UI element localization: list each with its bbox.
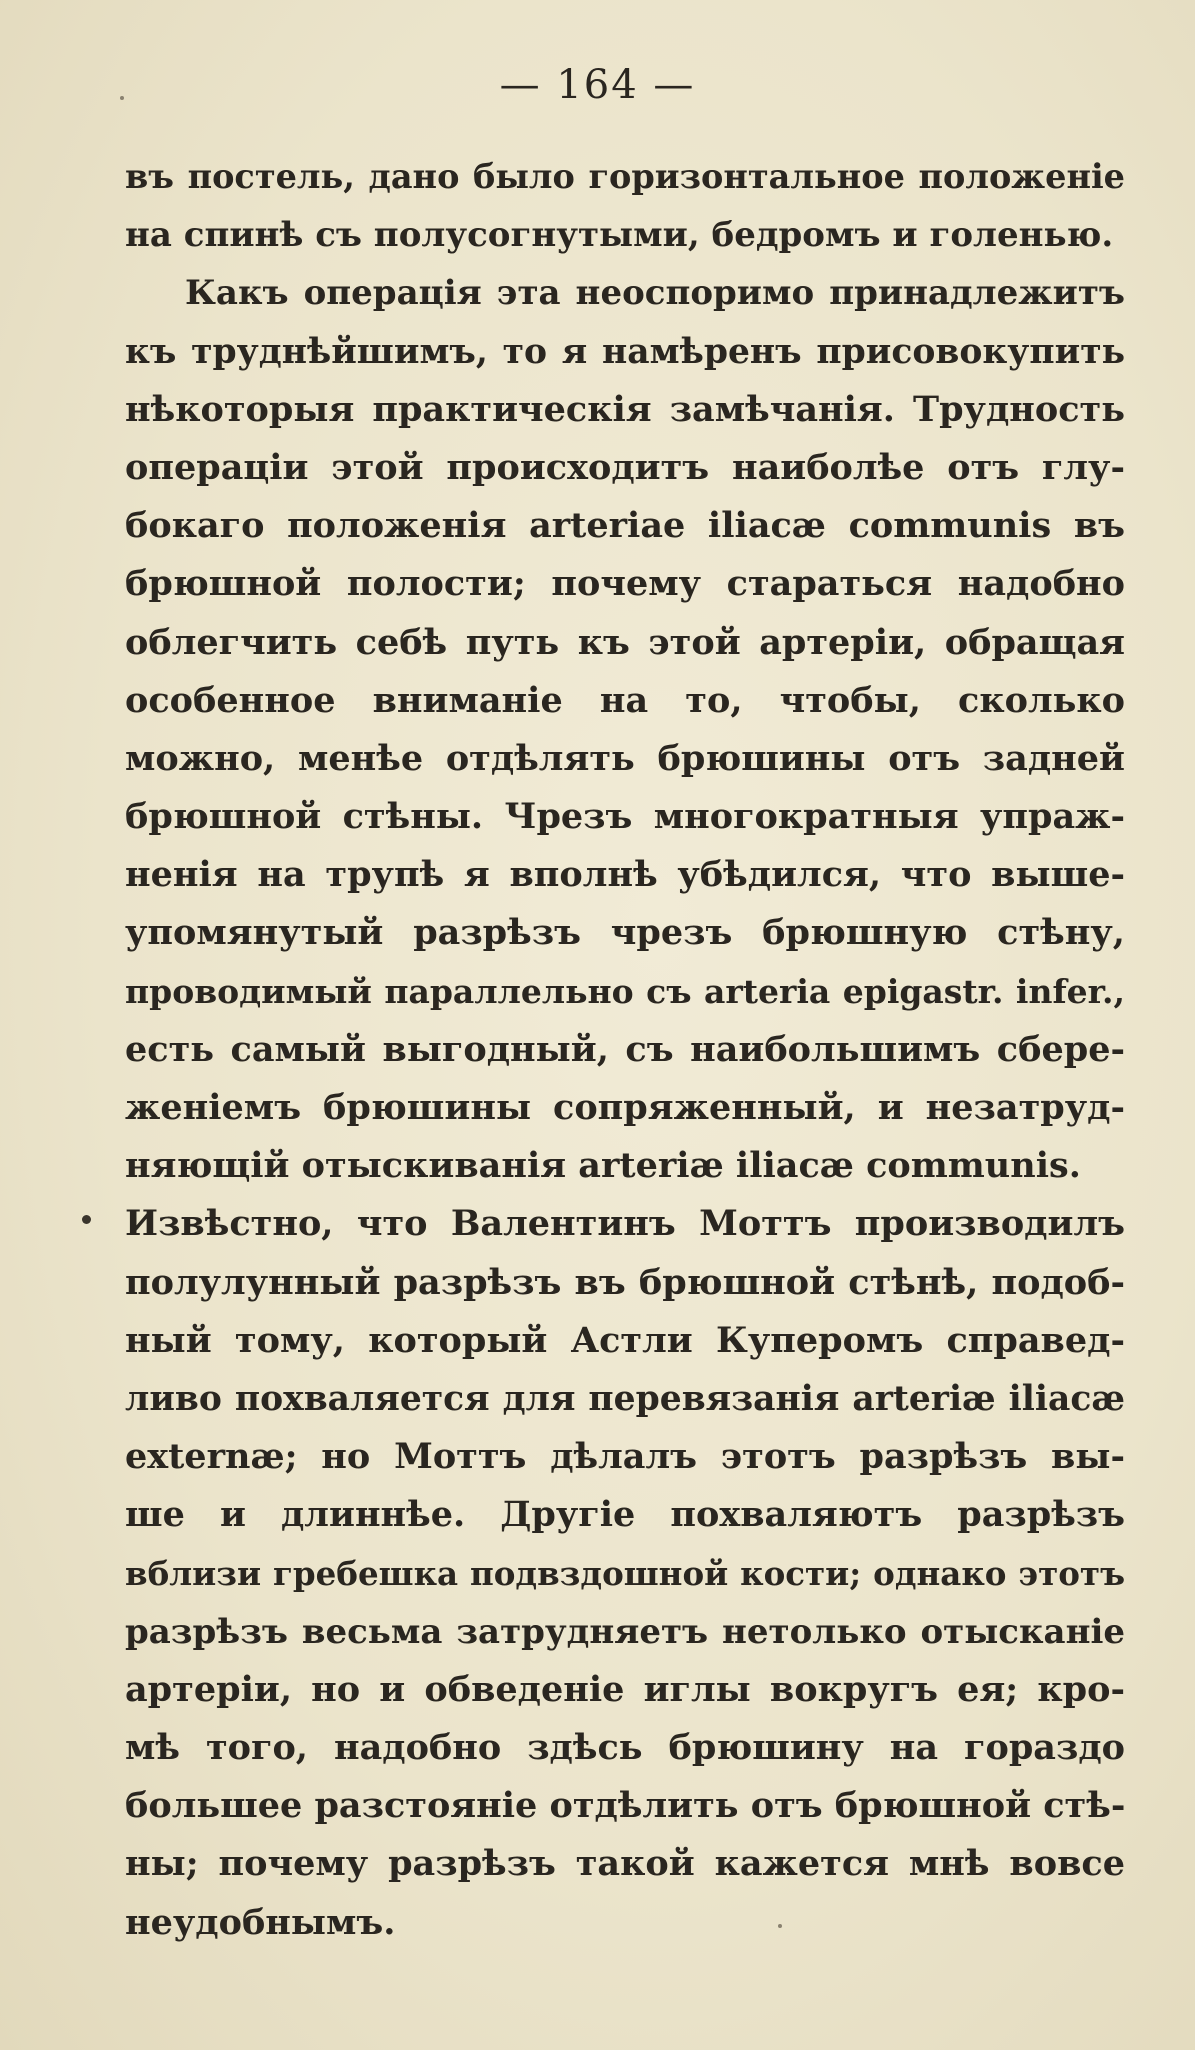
text-line: Какъ операція эта неоспоримо принадлежитъ (185, 273, 1125, 314)
paper-speck (778, 1924, 782, 1928)
text-line: есть самый выгодный, съ наибольшимъ сбере- (125, 1028, 1125, 1070)
text-line: артеріи, но и обведеніе иглы вокругъ ея; кро- (125, 1668, 1125, 1710)
text-line: брюшной полости; почему стараться надобно (125, 563, 1125, 605)
text-line: externæ; но Моттъ дѣлалъ этотъ разрѣзъ вы- (125, 1436, 1125, 1478)
text-line: особенное вниманіе на то, чтобы, сколько (125, 679, 1125, 721)
text-line: ный тому, который Астли Куперомъ справед- (125, 1319, 1125, 1361)
text-line: бокаго положенія arteriae iliacæ communis въ (125, 505, 1125, 547)
text-line: брюшной стѣны. Чрезъ многократныя упраж- (125, 796, 1125, 838)
text-line: къ труднѣйшимъ, то я намѣренъ присовокупить (125, 331, 1125, 372)
text-line: въ постель, дано было горизонтальное положеніе (125, 157, 1125, 196)
text-line: ненія на трупѣ я вполнѣ убѣдился, что выше- (125, 854, 1125, 896)
text-line: ны; почему разрѣзъ такой кажется мнѣ вовсе (125, 1843, 1125, 1885)
text-line: проводимый параллельно съ arteria epigastr. infer., (125, 971, 1125, 1011)
text-line: операціи этой происходитъ наиболѣе отъ глу- (125, 446, 1125, 488)
body-text (125, 148, 1125, 1952)
text-line: неудобнымъ. (125, 1901, 396, 1943)
text-line: полулунный разрѣзъ въ брюшной стѣнѣ, подоб- (125, 1261, 1125, 1303)
margin-dot-mark (82, 1215, 91, 1224)
text-line: на спинѣ съ полусогнутыми, бедромъ и голенью. (125, 215, 1114, 256)
text-line: большее разстояніе отдѣлить отъ брюшной стѣ- (125, 1785, 1125, 1827)
text-line: вблизи гребешка подвздошной кости; однако этотъ (125, 1553, 1125, 1593)
text-line: можно, менѣе отдѣлять брюшины отъ задней (125, 737, 1125, 779)
text-line: няющій отыскиванія arteriæ iliacæ communis. (125, 1145, 1081, 1187)
text-line: ше и длиннѣе. Другіе похваляютъ разрѣзъ (125, 1494, 1125, 1536)
text-line: Извѣстно, что Валентинъ Моттъ производилъ (125, 1203, 1125, 1245)
text-line: ливо похваляется для перевязанія arteriæ iliacæ (125, 1378, 1125, 1419)
paper-speck (120, 96, 124, 100)
text-line: женіемъ брюшины сопряженный, и незатруд- (125, 1087, 1125, 1128)
text-line: облегчить себѣ путь къ этой артеріи, обращая (125, 621, 1125, 663)
text-line: нѣкоторыя практическія замѣчанія. Трудность (125, 388, 1125, 430)
text-line: разрѣзъ весьма затрудняетъ нетолько отысканіе (125, 1611, 1125, 1652)
text-line: упомянутый разрѣзъ чрезъ брюшную стѣну, (125, 912, 1125, 954)
page-number: — 164 — (499, 62, 696, 108)
text-line: мѣ того, надобно здѣсь брюшину на гораздо (125, 1727, 1125, 1769)
